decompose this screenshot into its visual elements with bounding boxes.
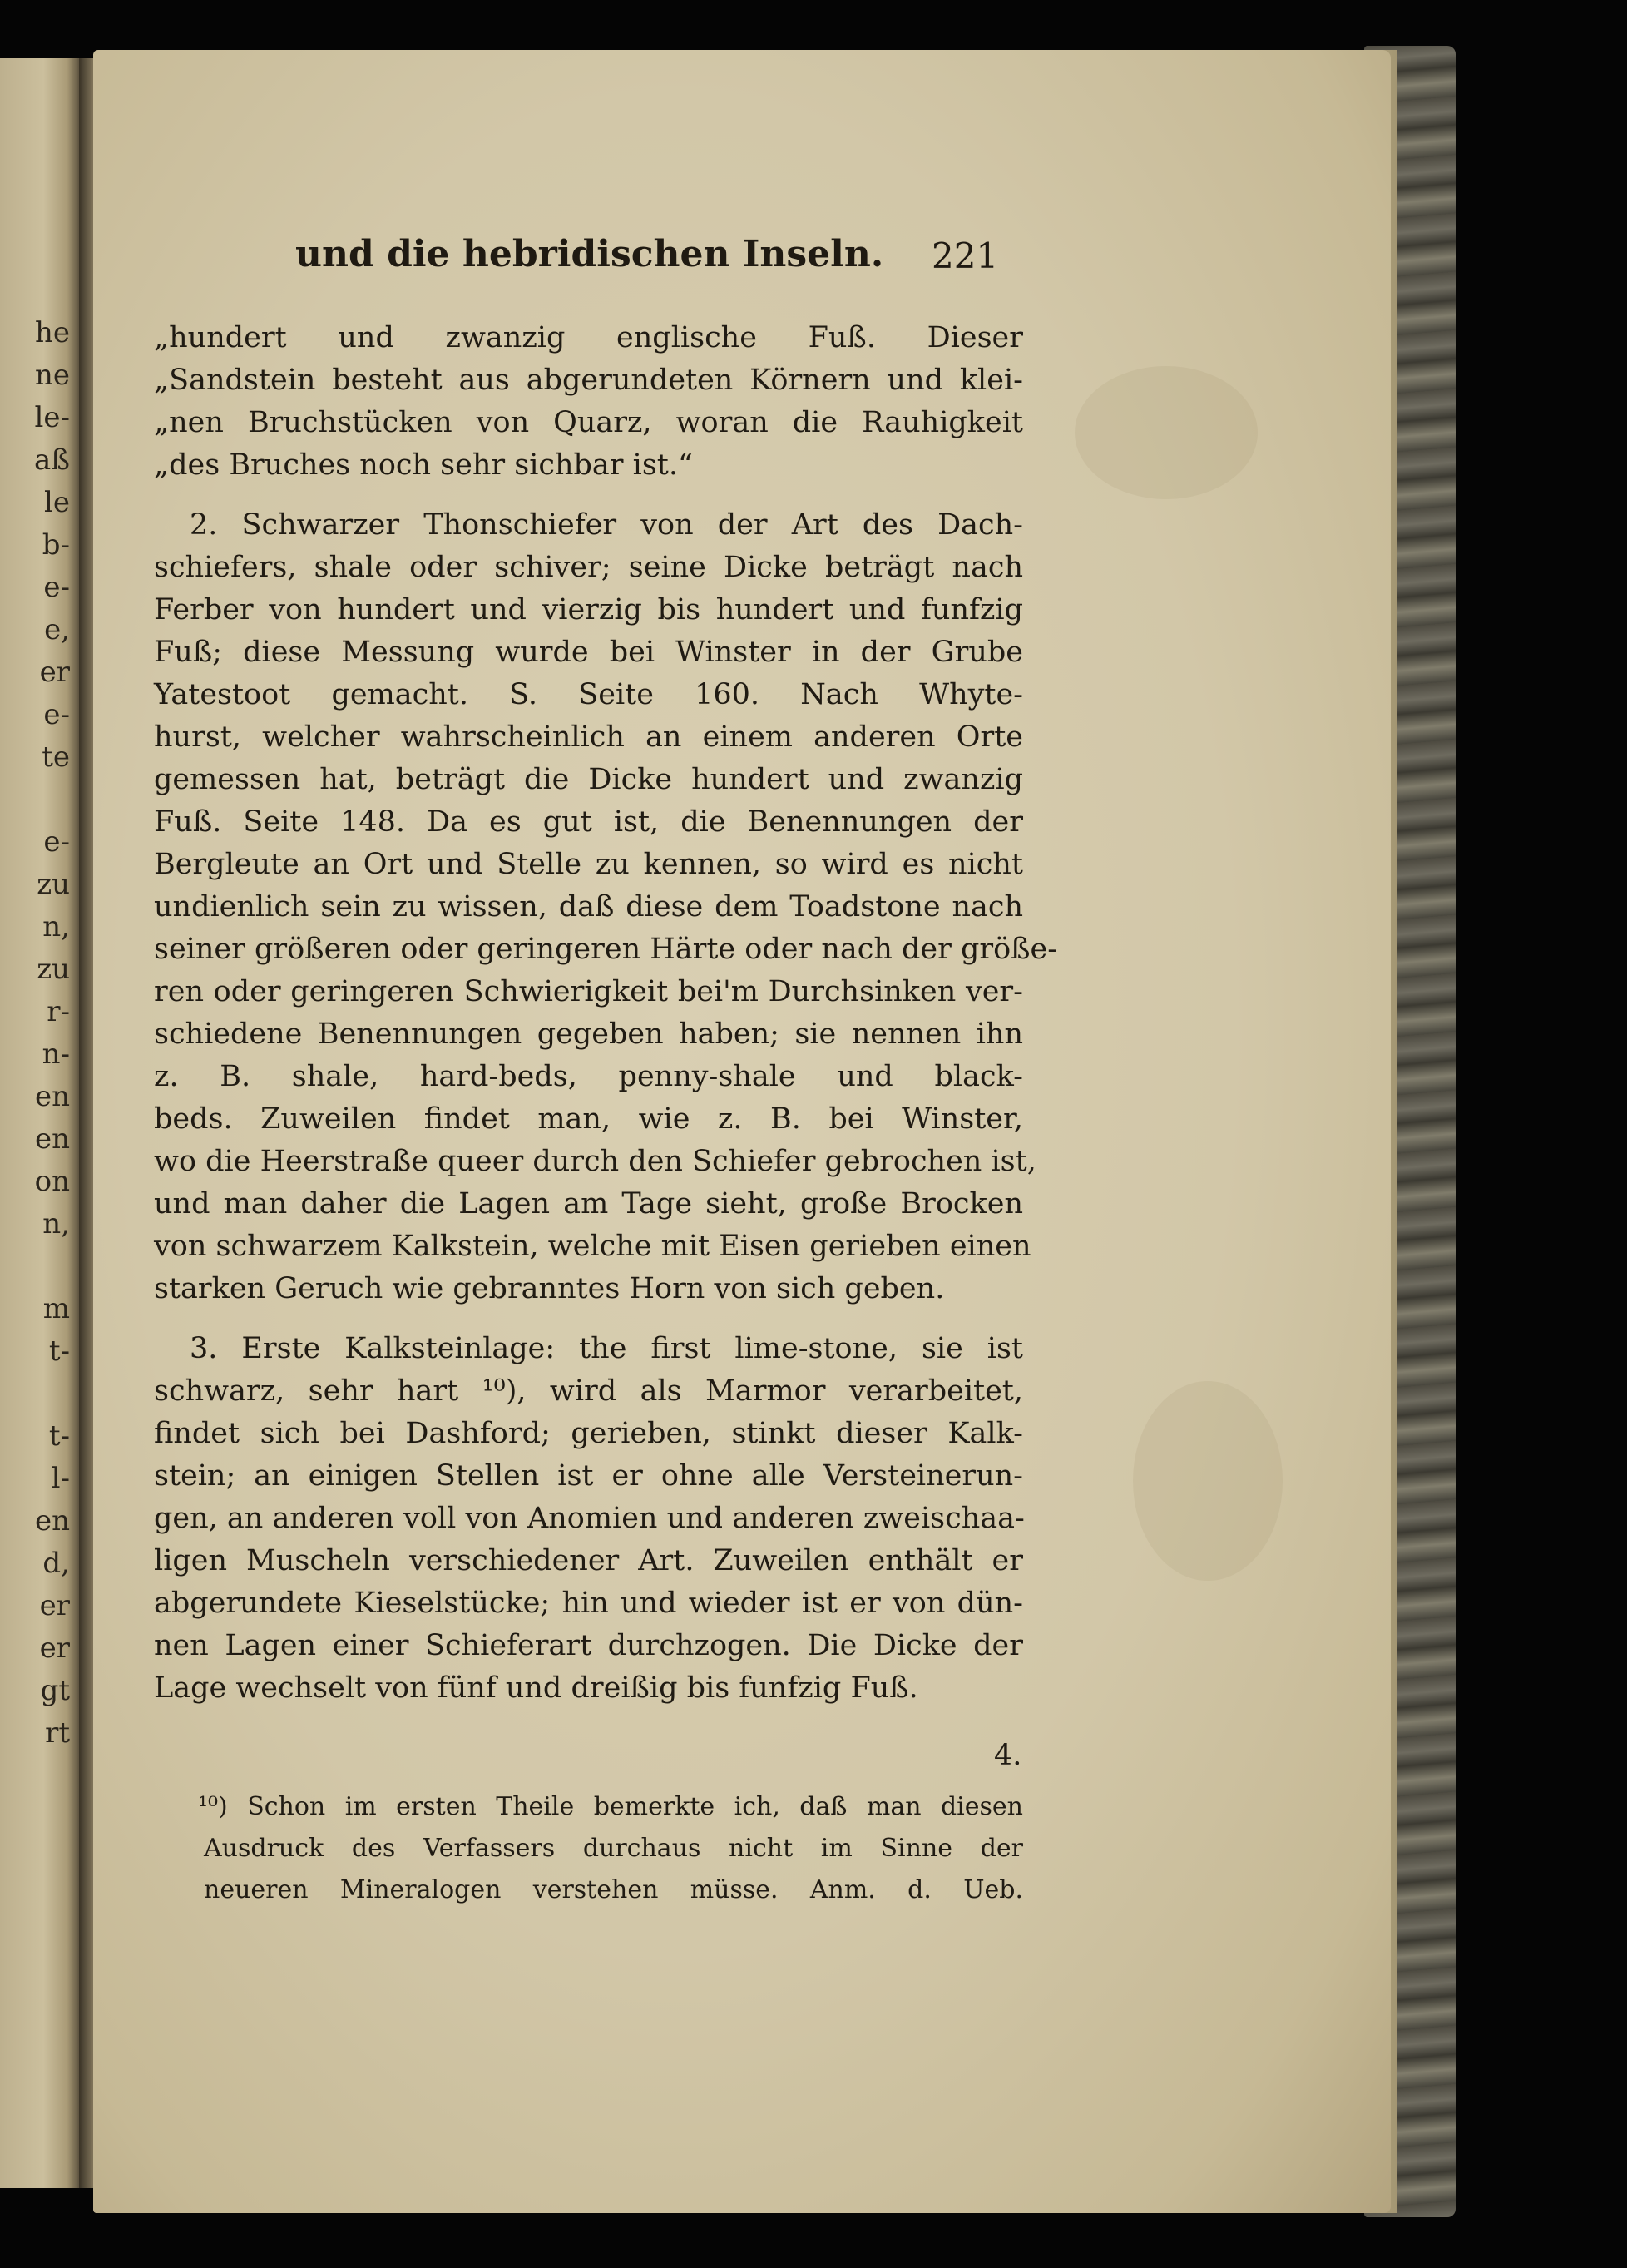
- text-line: schiefers, shale oder schiver; seine Dicke beträgt nach: [154, 551, 1023, 584]
- text-line: schwarz, sehr hart ¹⁰), wird als Marmor verarbeitet,: [154, 1374, 1023, 1408]
- text-line: Lage wechselt von fünf und dreißig bis funfzig Fuß.: [154, 1671, 918, 1705]
- text-line: Fuß. Seite 148. Da es gut ist, die Benennungen der: [154, 805, 1023, 839]
- text-line: von schwarzem Kalkstein, welche mit Eisen gerieben einen: [154, 1230, 1031, 1263]
- left-page-fragment: n,: [42, 910, 70, 943]
- page-number: 221: [932, 235, 999, 276]
- footnote-line: ¹⁰) Schon im ersten Theile bemerkte ich, daß man diesen: [198, 1792, 1023, 1821]
- left-facing-page: [0, 58, 79, 2188]
- left-page-fragment: zu: [37, 868, 70, 901]
- text-line: gen, an anderen voll von Anomien und anderen zweischaa-: [154, 1502, 1025, 1535]
- text-line: Ferber von hundert und vierzig bis hundert und funfzig: [154, 593, 1023, 626]
- left-page-fragment: er: [39, 1589, 70, 1622]
- running-head: und die hebridischen Inseln.: [295, 233, 884, 275]
- footnote-line: Ausdruck des Verfassers durchaus nicht im Sinne der: [204, 1834, 1023, 1863]
- left-page-fragment: e-: [43, 825, 70, 859]
- left-page-fragment: t-: [48, 1335, 70, 1368]
- text-line: 2. Schwarzer Thonschiefer von der Art des Dach-: [190, 508, 1023, 542]
- text-line: Fuß; diese Messung wurde bei Winster in der Grube: [154, 636, 1023, 669]
- left-page-fragment: en: [34, 1080, 70, 1113]
- left-page-fragment: er: [39, 1632, 70, 1665]
- left-page-fragment: m: [42, 1292, 70, 1325]
- text-line: nen Lagen einer Schieferart durchzogen. Die Dicke der: [154, 1629, 1023, 1662]
- left-page-fragment: l-: [51, 1462, 70, 1495]
- left-page-fragment: b-: [42, 528, 70, 562]
- text-line: schiedene Benennungen gegeben haben; sie nennen ihn: [154, 1018, 1023, 1051]
- left-page-fragment: e-: [43, 571, 70, 604]
- left-page-fragment: gt: [40, 1674, 70, 1707]
- text-line: Yatestoot gemacht. S. Seite 160. Nach Whyte-: [154, 678, 1023, 711]
- left-page-fragment: le: [44, 486, 70, 519]
- left-page-fragment: on: [34, 1165, 70, 1198]
- text-line: z. B. shale, hard-beds, penny-shale und black-: [154, 1060, 1023, 1093]
- text-line: hurst, welcher wahrscheinlich an einem anderen Orte: [154, 721, 1023, 754]
- paper-stain: [1133, 1381, 1283, 1581]
- text-line: beds. Zuweilen findet man, wie z. B. bei Winster,: [154, 1102, 1023, 1136]
- left-page-fragment: te: [42, 740, 70, 774]
- text-line: „nen Bruchstücken von Quarz, woran die Rauhigkeit: [154, 406, 1023, 439]
- left-page-fragment: le-: [34, 401, 70, 434]
- text-line: „hundert und zwanzig englische Fuß. Dieser: [154, 321, 1023, 354]
- text-line: gemessen hat, beträgt die Dicke hundert und zwanzig: [154, 763, 1023, 796]
- left-page-fragment: n,: [42, 1207, 70, 1240]
- text-line: und man daher die Lagen am Tage sieht, große Brocken: [154, 1187, 1023, 1221]
- left-page-fragment: er: [39, 656, 70, 689]
- left-page-fragment: ne: [34, 359, 70, 392]
- left-page-fragment: d,: [42, 1547, 70, 1580]
- text-line: undienlich sein zu wissen, daß diese dem Toadstone nach: [154, 890, 1023, 924]
- paper-stain: [1075, 366, 1258, 499]
- catchword: 4.: [994, 1739, 1022, 1772]
- text-line: „Sandstein besteht aus abgerundeten Körnern und klei-: [154, 364, 1023, 397]
- text-line: Bergleute an Ort und Stelle zu kennen, so wird es nicht: [154, 848, 1023, 881]
- left-page-fragment: aß: [34, 443, 70, 477]
- left-page-fragment: t-: [48, 1419, 70, 1453]
- text-line: seiner größeren oder geringeren Härte oder nach der größe-: [154, 933, 1058, 966]
- text-line: 3. Erste Kalksteinlage: the first lime-stone, sie ist: [190, 1332, 1023, 1365]
- left-page-fragment: en: [34, 1504, 70, 1538]
- left-page-fragment: r-: [47, 995, 70, 1028]
- left-page-fragment: zu: [37, 953, 70, 986]
- footnote-line: neueren Mineralogen verstehen müsse. Anm. d. Ueb.: [204, 1875, 1023, 1904]
- left-page-fragment: rt: [45, 1716, 70, 1750]
- text-line: abgerundete Kieselstücke; hin und wieder ist er von dün-: [154, 1587, 1023, 1620]
- text-line: wo die Heerstraße queer durch den Schiefer gebrochen ist,: [154, 1145, 1036, 1178]
- left-page-fragment: en: [34, 1122, 70, 1156]
- text-line: „des Bruches noch sehr sichbar ist.“: [154, 448, 693, 482]
- text-line: findet sich bei Dashford; gerieben, stinkt dieser Kalk-: [154, 1417, 1023, 1450]
- text-line: ren oder geringeren Schwierigkeit bei'm Durchsinken ver-: [154, 975, 1023, 1008]
- text-line: stein; an einigen Stellen ist er ohne alle Versteinerun-: [154, 1459, 1023, 1493]
- left-page-fragment: e,: [44, 613, 70, 646]
- left-page-fragment: n-: [42, 1037, 70, 1071]
- left-page-fragment: he: [34, 316, 70, 349]
- left-page-fragment: e-: [43, 698, 70, 731]
- text-line: starken Geruch wie gebranntes Horn von sich geben.: [154, 1272, 945, 1305]
- text-line: ligen Muscheln verschiedener Art. Zuweilen enthält er: [154, 1544, 1023, 1577]
